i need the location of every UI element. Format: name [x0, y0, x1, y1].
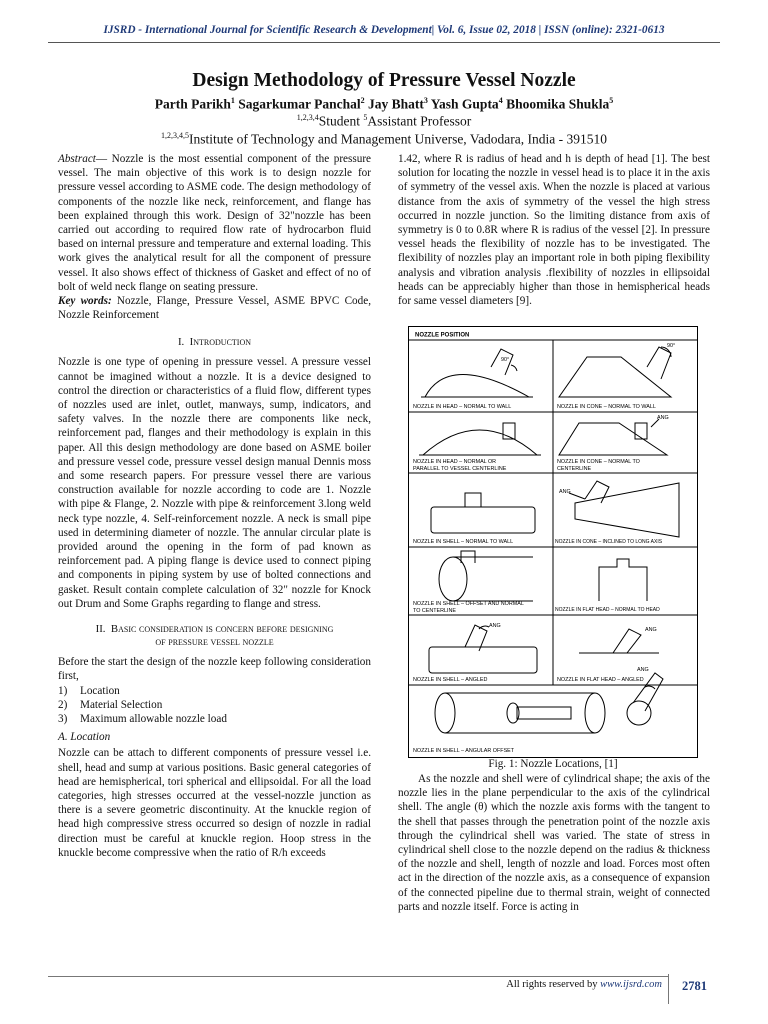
affiliation-roles [0, 113, 768, 130]
nozzle-drawing [517, 707, 571, 719]
affiliation-institute [0, 131, 768, 148]
abstract [58, 152, 371, 294]
figure-label: NOZZLE IN HEAD – NORMAL OR [413, 459, 497, 465]
section-heading [58, 623, 371, 649]
section-title-2: of pressure vessel nozzle [155, 636, 274, 649]
paper-title: Design Methodology of Pressure Vessel Nozzle [192, 70, 576, 91]
footer-site-link[interactable]: www.ijsrd.com [600, 979, 662, 990]
inst-text: Institute of Technology and Management Universe, Vadodara, India - 391510 [188, 131, 608, 147]
angle-arc [511, 365, 517, 371]
abstract-label: Abstract [58, 153, 96, 165]
page-number: 2781 [682, 979, 707, 993]
list-item [58, 684, 371, 698]
location-text: Nozzle can be attach to different components of pressure vessel i.e. shell, head and sump at various positions. Basic general categories of head are hemispherical, tori spherical and ellipsoidal. For all the load categories, high stresses occurred at the vessel-nozzle junction as there is a severe geometric discontinuity. At the knuckle region of head high compressive stress occurred so design of nozzle in radial direction must be careful at knuckle region. Hoop stress in the knuckle become compressive when the ratio of R/h exceeds [58, 747, 371, 859]
cone-drawing [559, 357, 671, 397]
author-name: Parth Parikh [154, 96, 231, 112]
author-name: Bhoomika Shukla [506, 96, 610, 112]
figure-label: NOZZLE IN FLAT HEAD – ANGLED [557, 677, 644, 683]
role-sup: 5 [363, 113, 368, 122]
author-name: Jay Bhatt [368, 96, 424, 112]
list-item [58, 698, 371, 712]
head-drawing [423, 430, 537, 455]
footer-prefix: All rights reserved by [506, 979, 601, 990]
section-heading [58, 336, 371, 349]
angle-arc [645, 686, 655, 689]
shell-end [585, 693, 605, 733]
header-rule [48, 42, 720, 43]
section-num: I. [177, 336, 185, 349]
flat-head-drawing [599, 559, 647, 601]
figure-label: NOZZLE IN SHELL – OFFSET AND NORMAL [413, 601, 524, 607]
figure-labels [413, 333, 675, 755]
list-num: 2) [58, 698, 68, 711]
figure-label: NOZZLE IN SHELL – ANGULAR OFFSET [413, 748, 515, 754]
list-num: 1) [58, 684, 68, 697]
angle-mark: ANG [645, 627, 657, 633]
section-title: Basic consideration is concern before designing [110, 623, 334, 636]
figure-label: NOZZLE IN CONE – INCLINED TO LONG AXIS [555, 539, 663, 545]
page-footer [0, 976, 768, 1006]
section-view [627, 701, 651, 725]
keywords-text: Nozzle, Flange, Pressure Vessel, ASME BPVC Code, Nozzle Reinforcement [58, 295, 371, 322]
section-num: II. [95, 623, 106, 636]
figure-label: NOZZLE IN HEAD – NORMAL TO WALL [413, 404, 512, 410]
figure-label: NOZZLE IN SHELL – NORMAL TO WALL [413, 539, 514, 545]
angle-mark: 90° [501, 357, 510, 363]
cone-drawing [559, 423, 667, 455]
figure-label: PARALLEL TO VESSEL CENTERLINE [413, 466, 507, 472]
abstract-text: Nozzle is the most essential component of the pressure vessel. The main objective of this work is to design nozzle for pressure vessel according to ASME code. The design methodology of components of the nozzle like neck, reinforcement, and flange has been explained through this work. Design of 32"nozzle has been carried out according to required flow rate of hydrocarbon fluid based on internal pressure and temperature and external loading. This work gives the analytical result for all the component of pressure vessel. It also shows effect of thickness of Gasket and effect of no of bolt of weld neck flange on seating pressure. [58, 153, 372, 293]
nozzle-diagram [409, 327, 697, 757]
right-bottom-text: As the nozzle and shell were of cylindrical shape; the axis of the nozzle lies in the plane perpendicular to the axis of the cylindrical shell. The angle (θ) which the nozzle axis forms with the tangent to the shell that passes through the penetration point of the nozzle axis through the cylindrical shell was varied. The state of stress in cylindrical shell close to the nozzle depend on the radius & thickness of the nozzle and shell, length of nozzle and load. Forces most often act in the direction of the nozzle axis, as a consequence of expansion of the connected pipeline due to thermal strain, weight of connected parts and nozzle itself. Force is acting in [398, 773, 710, 913]
figure-header: NOZZLE POSITION [415, 332, 470, 339]
author-line [0, 96, 768, 113]
angle-mark: 90° [667, 343, 676, 349]
journal-header: IJSRD - International Journal for Scientific Research & Development| Vol. 6, Issue 02, 2018 | ISSN (online): 2321-0613 [103, 24, 665, 36]
role-sup: 1,2,3,4 [296, 113, 319, 122]
nozzle-drawing [647, 347, 671, 379]
figure-caption: Fig. 1: Nozzle Locations, [1] [488, 758, 618, 770]
right-column-top [398, 152, 710, 308]
shell-drawing [431, 507, 535, 533]
figure-label: NOZZLE IN CONE – NORMAL TO [557, 459, 640, 465]
footer-separator [668, 974, 669, 1004]
keywords [58, 294, 371, 322]
footer-rule [48, 976, 668, 977]
inst-sup: 1,2,3,4,5 [160, 131, 189, 140]
leader-line [569, 493, 585, 499]
footer-text [506, 979, 662, 990]
list-text: Material Selection [80, 698, 163, 711]
right-top-text: 1.42, where R is radius of head and h is depth of head [1]. The best solution for locating the nozzle in vessel head is to place it in the axis of symmetry of the vessel axis. When the nozzle is placed at various distance from the axis of symmetry of the vessel the high stress occurred in nozzle junction. So the limiting distance from axis of symmetry is 0 to 0.8R where R is radius of the vessel [2]. In pressure vessel heads the flexibility of nozzle has to be investigated. The flexibility of nozzles play an important role in both piping flexibility analysis and vibration analysis .flexibility of nozzles in ellipsoidal heads can be appreciably higher than those in hemispherical heads for same vessel diameters [9]. [398, 153, 710, 308]
author-name: Yash Gupta [430, 96, 499, 112]
list-text: Maximum allowable nozzle load [80, 712, 227, 725]
list-num: 3) [58, 712, 68, 725]
author-sup: 3 [423, 96, 428, 105]
angle-mark: ANG [559, 489, 571, 495]
shell-end [439, 557, 467, 601]
nozzle-drawing [635, 423, 647, 439]
figure-label: NOZZLE IN CONE – NORMAL TO WALL [557, 404, 656, 410]
subsection-heading: A. Location [58, 731, 111, 744]
figure-label: CENTERLINE [557, 466, 592, 472]
section-title: Introduction [189, 336, 252, 349]
shell-drawing [429, 647, 537, 673]
consideration-list [58, 684, 371, 727]
figure-label: NOZZLE IN FLAT HEAD – NORMAL TO HEAD [555, 607, 660, 613]
left-column [58, 152, 371, 860]
nozzle-drawing [465, 493, 481, 507]
author-sup: 1 [230, 96, 235, 105]
role-student: Student [318, 113, 364, 129]
figure-label: NOZZLE IN SHELL – ANGLED [413, 677, 488, 683]
section-intro-text: Nozzle is one type of opening in pressure vessel. A pressure vessel cannot be imagined without a nozzle. It is a device designed to control the direction or characteristics of a fluid flow, different types of nozzles used are inlet, outlet, manways, sump, indicators, and safety valves. In the nozzle there are components like neck, reinforcement pad, flanges and their methodology is explain in this paper. All this design methodology are done based on ASME boiler and pressure vessel code, pressure vessel design manual Dennis moss and some research papers. For pressure vessel there are various construction available for nozzle according to code are 1. Nozzle with pipe & Flange, 2. Nozzle with pipe & reinforcement 3.long weld neck type nozzle, 4. Self-reinforcement nozzle. A neck is small pipe used in determining diameter of nozzle. The annular circular plate is provided around the opening in the form of pad known as reinforcement pad. A piping flange is device used to connect piping and components in piping system by use of bolted connections and gasket. Result contain complete calculation of 32" nozzle for Knock out Drum and Some Graphs regarding to flange and stress. [58, 356, 371, 610]
right-column-bottom [398, 772, 710, 914]
head-drawing [425, 375, 529, 398]
role-professor: Assistant Professor [367, 113, 472, 129]
abstract-dash: — [95, 153, 112, 165]
figure-label: TO CENTERLINE [413, 608, 457, 614]
angle-arc [479, 626, 489, 629]
shell-end [435, 693, 455, 733]
keywords-label: Key words: [58, 295, 112, 308]
nozzle-drawing [585, 481, 609, 503]
author-sup: 2 [360, 96, 365, 105]
angle-mark: ANG [657, 415, 669, 421]
list-text: Location [80, 684, 120, 697]
author-name: Sagarkumar Panchal [238, 96, 361, 112]
section2-intro: Before the start the design of the nozzle keep following consideration first, [58, 656, 371, 683]
author-sup: 5 [609, 96, 614, 105]
list-item [58, 712, 371, 726]
angle-mark: ANG [489, 623, 501, 629]
author-sup: 4 [498, 96, 503, 105]
nozzle-positions-figure [408, 326, 698, 758]
angle-mark: ANG [637, 667, 649, 673]
